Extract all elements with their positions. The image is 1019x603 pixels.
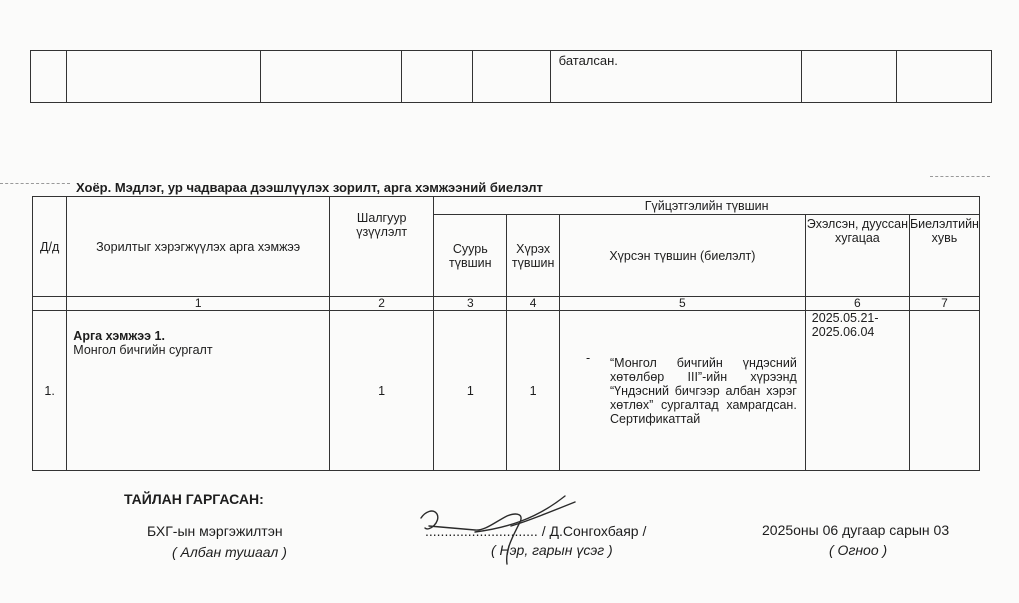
handwritten-signature bbox=[415, 492, 595, 572]
row-action bbox=[67, 311, 330, 471]
header-period: Эхэлсэн, дууссан хугацаа bbox=[805, 215, 909, 297]
top-cell bbox=[67, 51, 261, 103]
column-number: 6 bbox=[805, 297, 909, 311]
action-text: Монгол бичгийн сургалт bbox=[73, 343, 213, 357]
section-title: Хоёр. Мэдлэг, ур чадвараа дээшлүүлэх зорилт, арга хэмжээний биелэлт bbox=[76, 180, 543, 195]
name-caption: ( Нэр, гарын үсэг ) bbox=[491, 542, 613, 558]
header-achieved: Хүрсэн түвшин (биелэлт) bbox=[559, 215, 805, 297]
column-number-row bbox=[33, 297, 980, 311]
header-base: Суурь түвшин bbox=[434, 215, 507, 297]
column-number: 2 bbox=[330, 297, 434, 311]
column-number bbox=[33, 297, 67, 311]
position-text: БХГ-ын мэргэжилтэн bbox=[147, 523, 283, 539]
date-caption: ( Огноо ) bbox=[829, 542, 888, 558]
top-cell bbox=[896, 51, 991, 103]
row-no: 1. bbox=[33, 311, 67, 471]
row-period: 2025.05.21-2025.06.04 bbox=[805, 311, 909, 471]
header-performance: Гүйцэтгэлийн түвшин bbox=[434, 197, 980, 215]
top-cell-text: баталсан. bbox=[550, 51, 802, 103]
header-criteria: Шалгуур үзүүлэлт bbox=[330, 197, 434, 297]
top-cell bbox=[402, 51, 473, 103]
row-base: 1 bbox=[434, 311, 507, 471]
row-target: 1 bbox=[507, 311, 560, 471]
scan-line bbox=[0, 183, 70, 184]
header-target: Хүрэх түвшин bbox=[507, 215, 560, 297]
top-table bbox=[30, 50, 992, 103]
header-ratio: Биелэлтийн хувь bbox=[909, 215, 979, 297]
header-action: Зорилтыг хэрэгжүүлэх арга хэмжээ bbox=[67, 197, 330, 297]
activities-table bbox=[32, 196, 980, 471]
row-achieved bbox=[559, 311, 805, 471]
row-ratio bbox=[909, 311, 979, 471]
achieved-text: “Монгол бичгийн үндэсний хөтөлбөр III”-ийн хүрээнд “Үндэсний бичгээр албан хэрэг хөтлөх” сургалтад хамрагдсан. Сертификаттай bbox=[609, 355, 797, 426]
column-number: 1 bbox=[67, 297, 330, 311]
column-number: 3 bbox=[434, 297, 507, 311]
top-cell bbox=[31, 51, 67, 103]
table-row bbox=[33, 311, 980, 471]
name-line: ............................. / Д.Сонгохбаяр / bbox=[425, 523, 647, 539]
achieved-bullet: - bbox=[585, 351, 591, 365]
date-text: 2025оны 06 дугаар сарын 03 bbox=[762, 522, 950, 538]
column-number: 5 bbox=[559, 297, 805, 311]
top-cell bbox=[260, 51, 401, 103]
row-criteria: 1 bbox=[330, 311, 434, 471]
report-heading: ТАЙЛАН ГАРГАСАН: bbox=[124, 491, 264, 507]
top-cell bbox=[473, 51, 551, 103]
column-number: 7 bbox=[909, 297, 979, 311]
top-cell bbox=[802, 51, 896, 103]
action-title: Арга хэмжээ 1. bbox=[73, 329, 165, 343]
scan-line bbox=[930, 176, 990, 177]
column-number: 4 bbox=[507, 297, 560, 311]
position-caption: ( Албан тушаал ) bbox=[172, 544, 287, 560]
header-no: Д/д bbox=[33, 197, 67, 297]
